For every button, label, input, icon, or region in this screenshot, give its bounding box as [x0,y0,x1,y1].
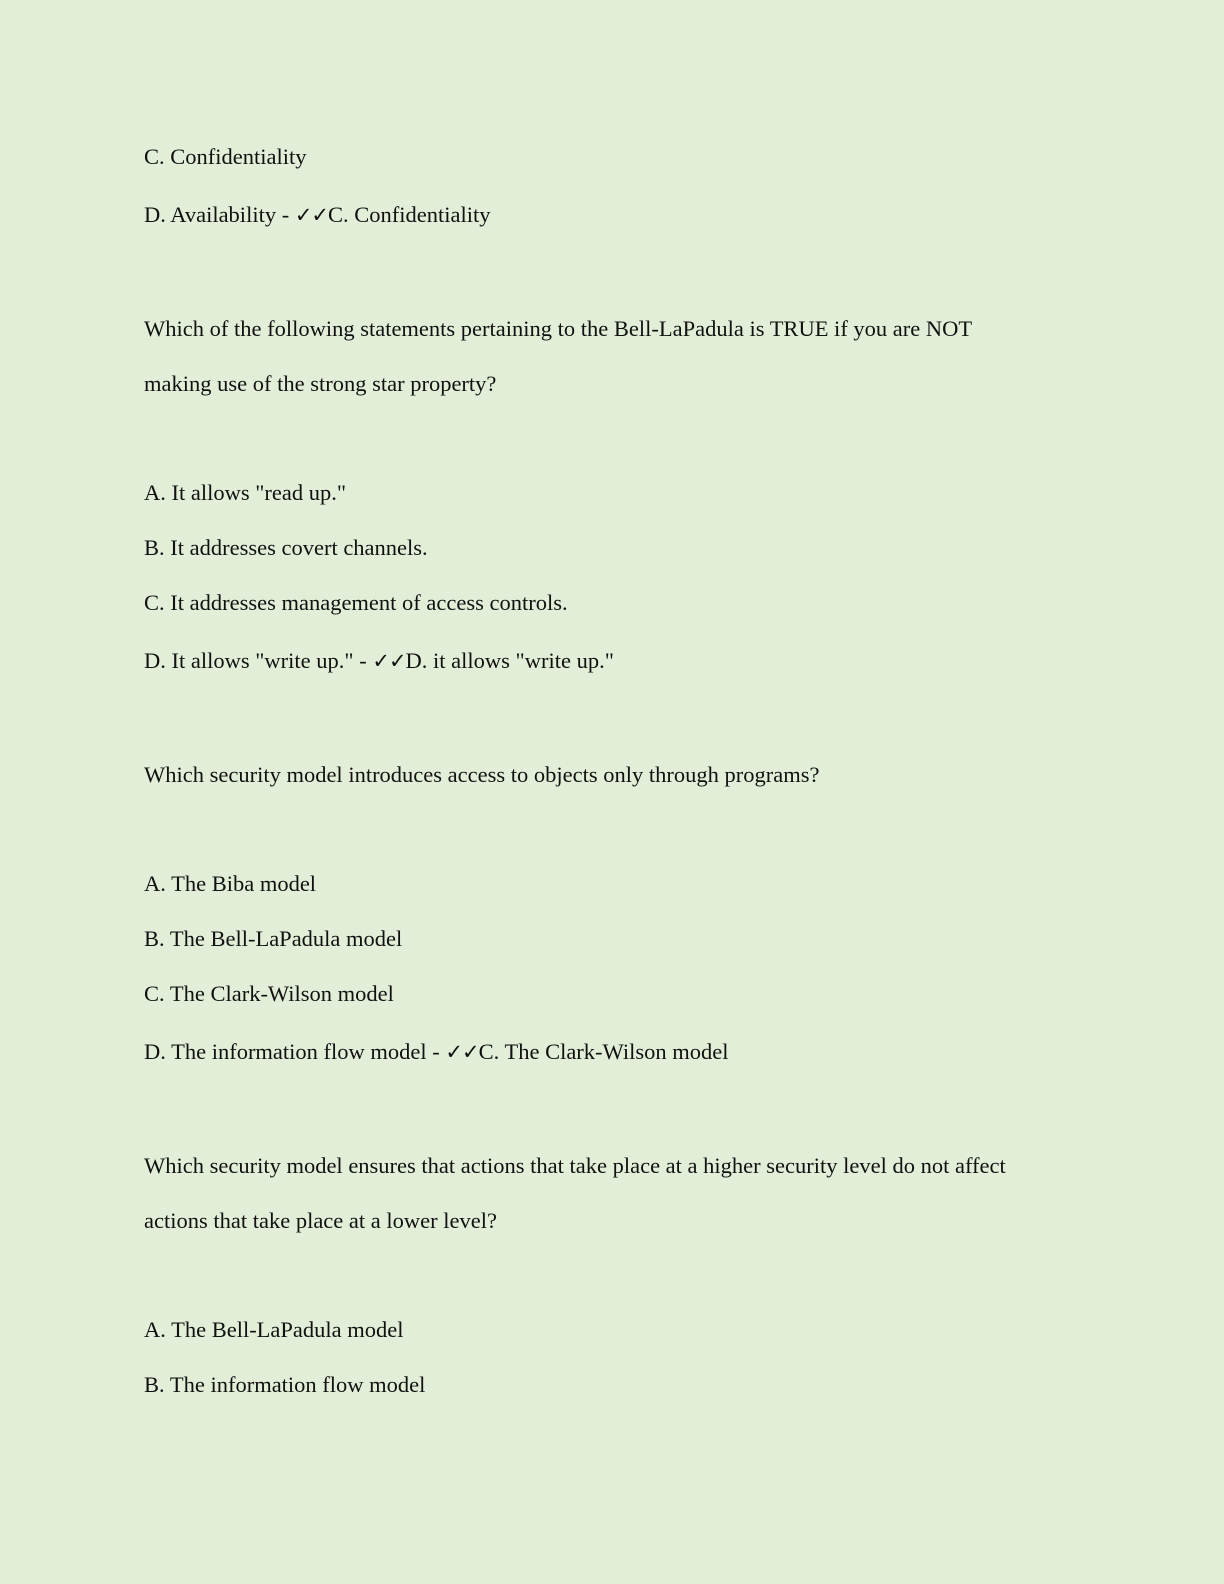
double-check-icon: ✓✓ [372,649,406,673]
option-text: B. It addresses covert channels. [144,535,428,560]
option-line [144,1316,1104,1344]
question-line [144,315,1104,343]
double-check-icon: ✓✓ [445,1040,479,1064]
double-check-icon: ✓✓ [294,203,329,227]
question-text: Which of the following statements pertaining to the Bell-LaPadula is TRUE if you are NOT [144,316,973,341]
option-text: D. It allows "write up." - [144,648,373,673]
option-text: A. It allows "read up." [144,480,347,505]
option-line [144,870,1104,898]
question-line [144,370,1104,398]
answer-line [144,201,1104,229]
option-text: B. The information flow model [144,1372,426,1397]
option-text: D. Availability - [144,202,295,227]
answer-text: D. it allows "write up." [405,648,614,673]
question-text: making use of the strong star property? [144,371,497,396]
option-line [144,589,1104,617]
answer-text: C. The Clark-Wilson model [478,1039,729,1064]
option-line [144,534,1104,562]
option-text: C. It addresses management of access controls. [144,590,568,615]
option-text: A. The Biba model [144,871,317,896]
question-line [144,1207,1104,1235]
option-text: A. The Bell-LaPadula model [144,1317,404,1342]
question-text: actions that take place at a lower level? [144,1208,497,1233]
question-line [144,1152,1104,1180]
option-text: C. The Clark-Wilson model [144,981,394,1006]
answer-text: C. Confidentiality [328,202,491,227]
option-line [144,479,1104,507]
question-line [144,761,1104,789]
option-line [144,925,1104,953]
question-text: Which security model introduces access to objects only through programs? [144,762,820,787]
option-line [144,143,1104,171]
option-line [144,980,1104,1008]
question-text: Which security model ensures that actions that take place at a higher security level do not affect [144,1153,1006,1178]
option-line [144,1371,1104,1399]
answer-line [144,647,1104,675]
option-text: C. Confidentiality [144,144,307,169]
answer-line [144,1038,1104,1066]
option-text: D. The information flow model - [144,1039,446,1064]
option-text: B. The Bell-LaPadula model [144,926,403,951]
